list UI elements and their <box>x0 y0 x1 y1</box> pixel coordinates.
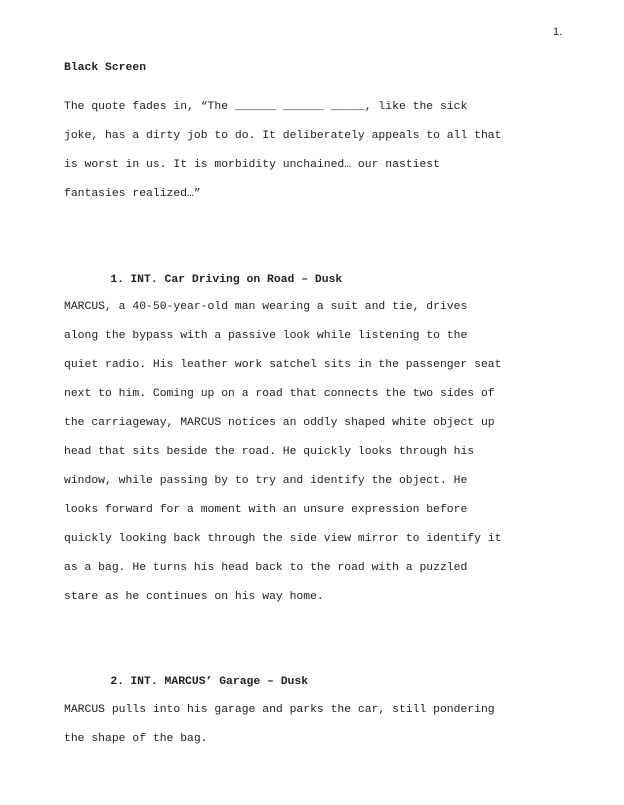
scene-number: 1. <box>110 274 125 286</box>
paragraph-line: MARCUS pulls into his garage and parks the car, still pondering <box>64 704 495 716</box>
scene-heading-2 <box>83 664 308 700</box>
paragraph-line: window, while passing by to try and identify the object. He <box>64 475 468 487</box>
paragraph-line: quiet radio. His leather work satchel sits in the passenger seat <box>64 359 502 371</box>
paragraph-line: head that sits beside the road. He quickly looks through his <box>64 446 475 458</box>
scene-number: 2. <box>110 676 125 688</box>
paragraph-line: MARCUS, a 40-50-year-old man wearing a suit and tie, drives <box>64 301 468 313</box>
paragraph-line: fantasies realized…” <box>64 188 201 200</box>
scene-title: INT. MARCUS’ Garage – Dusk <box>130 676 309 688</box>
paragraph-line: the carriageway, MARCUS notices an oddly shaped white object up <box>64 417 495 429</box>
paragraph-line: as a bag. He turns his head back to the road with a puzzled <box>64 562 468 574</box>
paragraph-line: joke, has a dirty job to do. It deliberately appeals to all that <box>64 130 502 142</box>
paragraph-line: looks forward for a moment with an unsure expression before <box>64 504 468 516</box>
scene-title: INT. Car Driving on Road – Dusk <box>130 274 343 286</box>
paragraph-line: next to him. Coming up on a road that connects the two sides of <box>64 388 495 400</box>
paragraph-line: stare as he continues on his way home. <box>64 591 324 603</box>
intro-heading: Black Screen <box>64 62 147 74</box>
scene-2-action-paragraph <box>64 696 584 754</box>
scene-1-action-paragraph <box>64 293 584 612</box>
paragraph-line: The quote fades in, “The ______ ______ _____, like the sick <box>64 101 468 113</box>
paragraph-line: is worst in us. It is morbidity unchained… our nastiest <box>64 159 440 171</box>
paragraph-line: along the bypass with a passive look while listening to the <box>64 330 468 342</box>
page-number: 1. <box>553 26 563 38</box>
intro-quote-paragraph <box>64 93 584 209</box>
paragraph-line: the shape of the bag. <box>64 733 208 745</box>
paragraph-line: quickly looking back through the side view mirror to identify it <box>64 533 502 545</box>
